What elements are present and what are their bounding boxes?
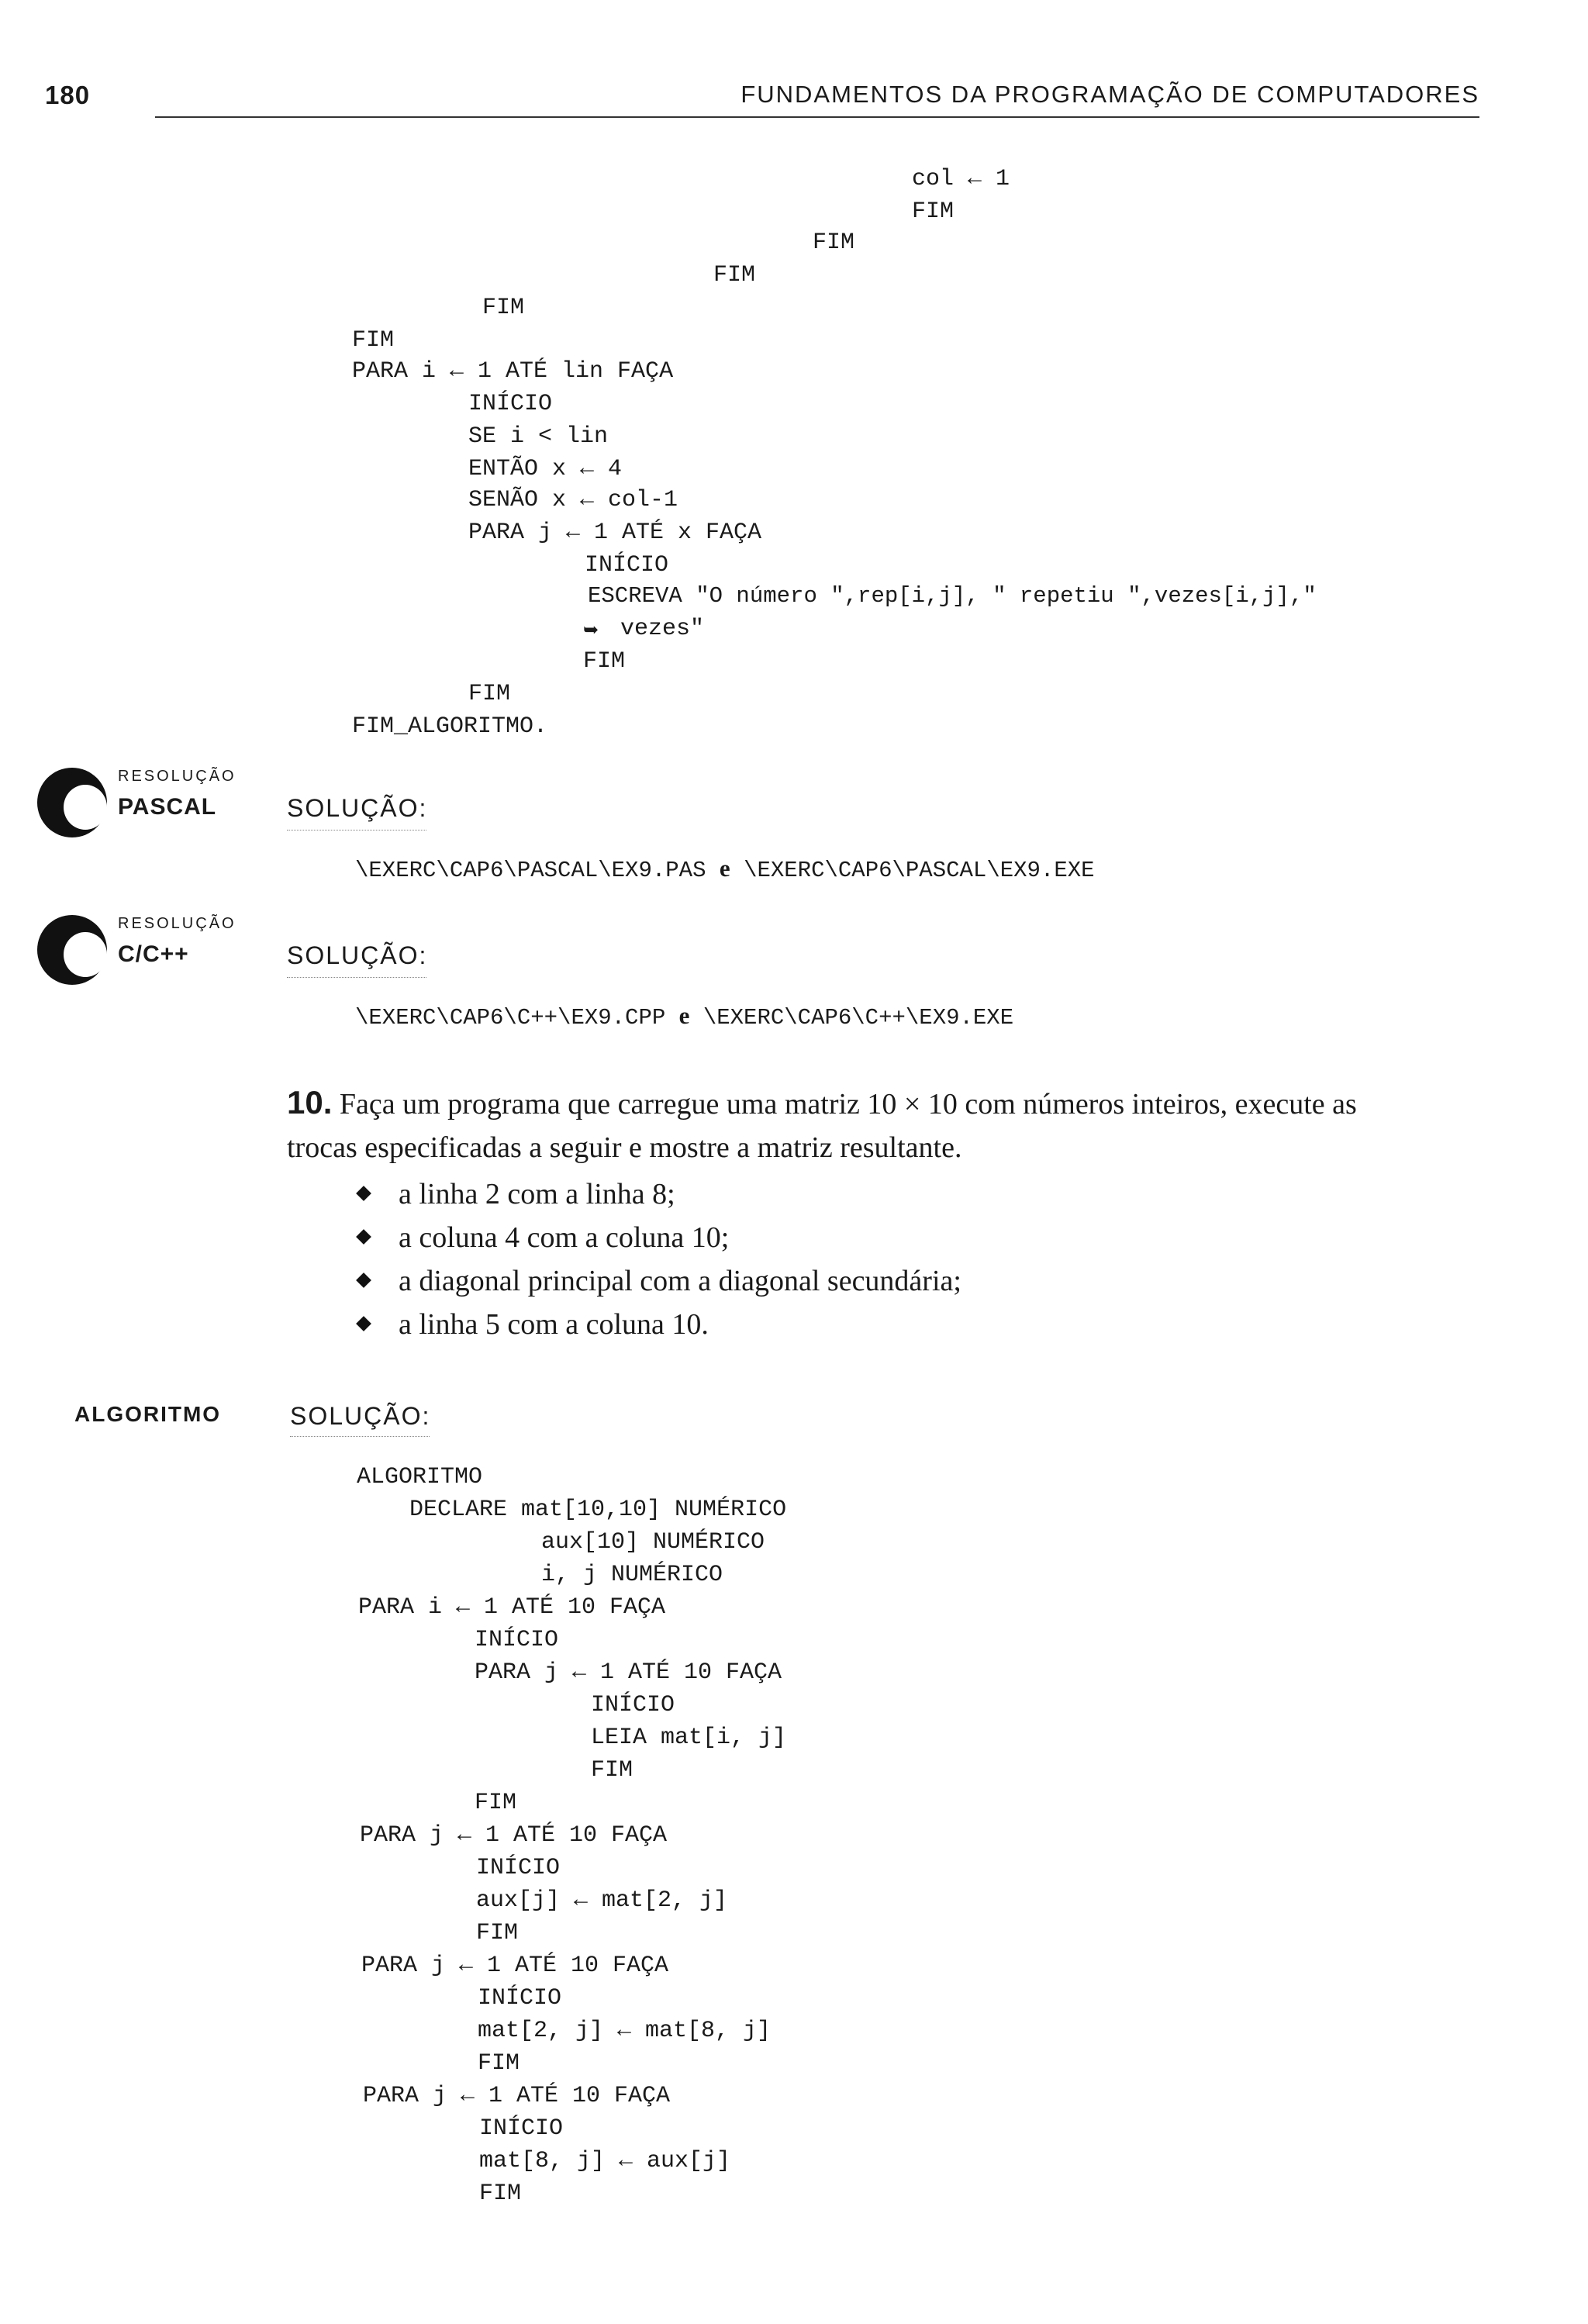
code-line: vezes" [620,616,705,642]
badge-big-label: C/C++ [118,941,189,967]
pascal-badge-circle-icon [37,768,107,837]
code-line: FIM [475,1790,517,1816]
exercise-text [287,1081,1497,1169]
code-line: mat[8, j] ← aux[j] [479,2148,731,2174]
badge-small-label: RESOLUÇÃO [118,768,236,785]
code-line: i, j NUMÉRICO [541,1562,723,1588]
exercise-number: 10. [287,1084,333,1121]
cpp-source-path: \EXERC\CAP6\C++\EX9.CPP [355,1005,666,1031]
code-line: LEIA mat[i, j] [591,1725,787,1751]
solution-label: SOLUÇÃO: [287,941,428,969]
conjunction: e [719,855,730,882]
pascal-source-path: \EXERC\CAP6\PASCAL\EX9.PAS [355,858,706,883]
code-line: PARA j ← 1 ATÉ 10 FAÇA [363,2083,671,2109]
code-line: FIM [583,648,626,675]
code-line: FIM [813,230,855,256]
cpp-file-paths [355,1002,1013,1031]
bullet-diamond-icon [356,1273,371,1288]
code-line: SENÃO x ← col-1 [468,487,678,513]
algoritmo-badge: ALGORITMO [74,1402,222,1426]
code-line: INÍCIO [476,1855,561,1881]
solution-label: SOLUÇÃO: [287,794,428,822]
code-line: aux[10] NUMÉRICO [541,1529,765,1556]
running-header-title: FUNDAMENTOS DA PROGRAMAÇÃO DE COMPUTADORES [740,81,1479,108]
code-line: DECLARE mat[10,10] NUMÉRICO [409,1497,787,1523]
code-line: FIM [468,681,511,707]
badge-small-label: RESOLUÇÃO [118,915,236,932]
solution-rule [290,1436,430,1437]
continuation-arrow-icon: ➥ [583,619,599,641]
code-line: FIM_ALGORITMO. [352,713,548,740]
code-line: ENTÃO x ← 4 [468,456,623,482]
exercise-text-line2: trocas especificadas a seguir e mostre a matriz resultante. [287,1131,962,1164]
code-line: ALGORITMO [357,1464,483,1490]
exercise-10 [287,1081,1497,1169]
code-line: PARA i ← 1 ATÉ lin FAÇA [352,358,674,385]
code-line: aux[j] ← mat[2, j] [476,1887,728,1914]
badge-big-label: PASCAL [118,794,217,820]
code-line: FIM [476,1920,519,1946]
code-line: INÍCIO [475,1627,559,1653]
list-item: a linha 2 com a linha 8; [358,1177,675,1211]
code-line: INÍCIO [591,1692,675,1718]
code-line: INÍCIO [585,552,669,578]
code-line: PARA i ← 1 ATÉ 10 FAÇA [358,1594,666,1621]
code-line: PARA j ← 1 ATÉ 10 FAÇA [360,1822,668,1849]
solution-label: SOLUÇÃO: [290,1402,431,1430]
list-item: a coluna 4 com a coluna 10; [358,1221,729,1255]
solution-rule [287,977,426,978]
code-line: SE i < lin [468,423,609,450]
page-number: 180 [45,81,91,109]
code-line: FIM [478,2050,520,2077]
code-line: col ← 1 [912,166,1010,192]
code-line: FIM [912,199,955,225]
code-line: FIM [482,295,525,321]
code-line: FIM [591,1757,633,1784]
exercise-text-line1: Faça um programa que carregue uma matriz 10 × 10 com números inteiros, execute as [339,1088,1357,1121]
pascal-file-paths [355,855,1095,883]
code-line: ESCREVA "O número ",rep[i,j], " repetiu ",vezes[i,j]," [588,583,1317,609]
code-line: INÍCIO [468,391,553,417]
code-line: INÍCIO [479,2115,564,2142]
code-line: INÍCIO [478,1985,562,2011]
cpp-exe-path: \EXERC\CAP6\C++\EX9.EXE [703,1005,1014,1031]
bullet-diamond-icon [356,1186,371,1201]
code-line: FIM [352,327,395,354]
list-item: a diagonal principal com a diagonal secundária; [358,1264,961,1298]
code-line: PARA j ← 1 ATÉ x FAÇA [468,520,762,546]
bullet-diamond-icon [356,1316,371,1331]
bullet-diamond-icon [356,1229,371,1245]
list-item: a linha 5 com a coluna 10. [358,1307,709,1342]
header-rule [155,116,1479,118]
code-line: mat[2, j] ← mat[8, j] [478,2018,772,2044]
cpp-badge-circle-icon [37,915,107,985]
code-line: PARA j ← 1 ATÉ 10 FAÇA [475,1659,782,1686]
conjunction: e [678,1002,690,1029]
code-line: PARA j ← 1 ATÉ 10 FAÇA [361,1953,669,1979]
pascal-exe-path: \EXERC\CAP6\PASCAL\EX9.EXE [744,858,1095,883]
code-line: FIM [713,262,756,288]
code-line: FIM [479,2181,522,2207]
